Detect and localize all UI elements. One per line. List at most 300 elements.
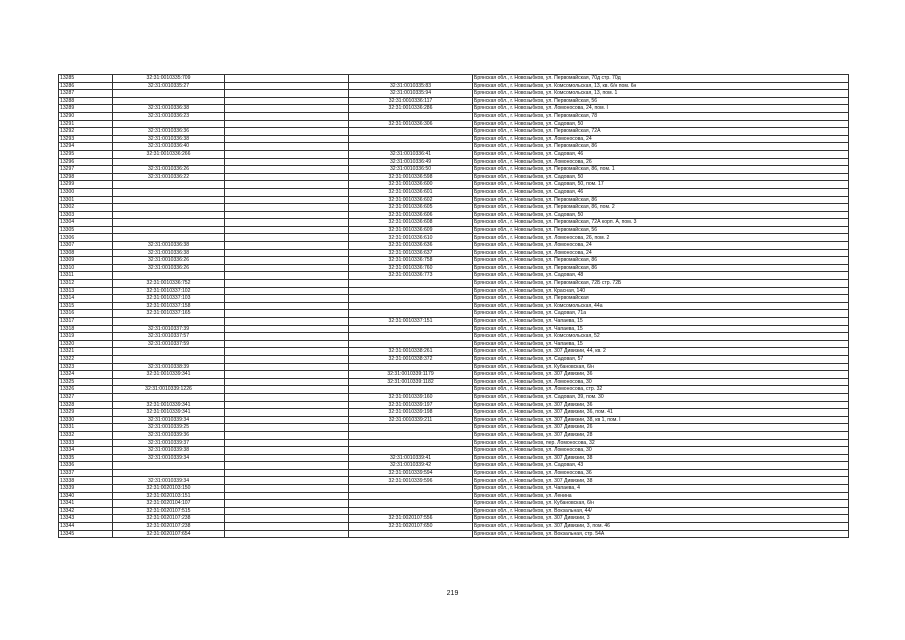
- row-number-cell: 13292: [59, 128, 113, 136]
- object-cadastral-cell: 32:31:0010336:598: [349, 173, 473, 181]
- table-row: [59, 515, 849, 523]
- table-row: [59, 150, 849, 158]
- extra-cadastral-cell: [225, 393, 349, 401]
- extra-cadastral-cell: [225, 173, 349, 181]
- extra-cadastral-cell: [225, 150, 349, 158]
- table-row: [59, 378, 849, 386]
- address-cell: Брянская обл., г. Новозыбков, ул. Красная, 140: [473, 287, 849, 295]
- table-row: [59, 242, 849, 250]
- extra-cadastral-cell: [225, 318, 349, 326]
- parcel-cadastral-cell: [113, 120, 225, 128]
- table-row: [59, 310, 849, 318]
- row-number-cell: 13305: [59, 226, 113, 234]
- object-cadastral-cell: 32:31:0010336:605: [349, 204, 473, 212]
- address-cell: Брянская обл., г. Новозыбков, ул. Первомайская, 56: [473, 97, 849, 105]
- row-number-cell: 13307: [59, 242, 113, 250]
- table-row: [59, 249, 849, 257]
- table-row: [59, 386, 849, 394]
- address-cell: Брянская обл., г. Новозыбков, ул. Ломоносова, 36: [473, 469, 849, 477]
- row-number-cell: 13313: [59, 287, 113, 295]
- parcel-cadastral-cell: 32:31:0010335:27: [113, 82, 225, 90]
- address-cell: Брянская обл., г. Новозыбков, ул. Кубановская, 6/н: [473, 363, 849, 371]
- address-cell: Брянская обл., г. Новозыбков, ул. Первомайская, 70д стр. 70д: [473, 75, 849, 83]
- table-row: [59, 507, 849, 515]
- parcel-cadastral-cell: 32:31:0010337:103: [113, 295, 225, 303]
- table-row: [59, 204, 849, 212]
- object-cadastral-cell: [349, 280, 473, 288]
- object-cadastral-cell: [349, 507, 473, 515]
- parcel-cadastral-cell: 32:31:0020107:515: [113, 507, 225, 515]
- row-number-cell: 13332: [59, 431, 113, 439]
- address-cell: Брянская обл., г. Новозыбков, ул. Ломоносова, 24: [473, 135, 849, 143]
- parcel-cadastral-cell: [113, 378, 225, 386]
- row-number-cell: 13322: [59, 355, 113, 363]
- row-number-cell: 13290: [59, 112, 113, 120]
- row-number-cell: 13297: [59, 166, 113, 174]
- address-cell: Брянская обл., г. Новозыбков, ул. 307 Дивизии, 38, кв 1, пом. I: [473, 416, 849, 424]
- table-row: [59, 325, 849, 333]
- row-number-cell: 13324: [59, 371, 113, 379]
- object-cadastral-cell: 32:31:0010339:1182: [349, 378, 473, 386]
- object-cadastral-cell: 32:31:0010339:41: [349, 454, 473, 462]
- extra-cadastral-cell: [225, 333, 349, 341]
- address-cell: Брянская обл., г. Новозыбков, ул. Кубановская, 6/н: [473, 500, 849, 508]
- parcel-cadastral-cell: 32:31:0010337:158: [113, 302, 225, 310]
- object-cadastral-cell: 32:31:0010339:198: [349, 409, 473, 417]
- parcel-cadastral-cell: 32:31:0010336:23: [113, 112, 225, 120]
- object-cadastral-cell: 32:31:0010339:211: [349, 416, 473, 424]
- object-cadastral-cell: [349, 287, 473, 295]
- extra-cadastral-cell: [225, 439, 349, 447]
- parcel-cadastral-cell: 32:31:0010336:40: [113, 143, 225, 151]
- table-row: [59, 371, 849, 379]
- row-number-cell: 13310: [59, 264, 113, 272]
- parcel-cadastral-cell: 32:31:0020107:654: [113, 530, 225, 538]
- table-row: [59, 173, 849, 181]
- extra-cadastral-cell: [225, 249, 349, 257]
- extra-cadastral-cell: [225, 234, 349, 242]
- extra-cadastral-cell: [225, 264, 349, 272]
- row-number-cell: 13286: [59, 82, 113, 90]
- row-number-cell: 13308: [59, 249, 113, 257]
- address-cell: Брянская обл., г. Новозыбков, ул. 307 Дивизии, 26: [473, 424, 849, 432]
- extra-cadastral-cell: [225, 302, 349, 310]
- parcel-cadastral-cell: 32:31:0010339:25: [113, 424, 225, 432]
- extra-cadastral-cell: [225, 485, 349, 493]
- row-number-cell: 13338: [59, 477, 113, 485]
- extra-cadastral-cell: [225, 515, 349, 523]
- table-row: [59, 333, 849, 341]
- extra-cadastral-cell: [225, 523, 349, 531]
- address-cell: Брянская обл., г. Новозыбков, ул. Чапаева, 15: [473, 318, 849, 326]
- row-number-cell: 13340: [59, 492, 113, 500]
- object-cadastral-cell: 32:31:0010336:636: [349, 242, 473, 250]
- extra-cadastral-cell: [225, 363, 349, 371]
- object-cadastral-cell: [349, 500, 473, 508]
- row-number-cell: 13299: [59, 181, 113, 189]
- address-cell: Брянская обл., г. Новозыбков, ул. Садовая, 50, пом. 17: [473, 181, 849, 189]
- table-row: [59, 158, 849, 166]
- table-row: [59, 135, 849, 143]
- parcel-cadastral-cell: 32:31:0010336:752: [113, 280, 225, 288]
- object-cadastral-cell: [349, 302, 473, 310]
- address-cell: Брянская обл., г. Новозыбков, ул. Ломоносова, 26, пом. 2: [473, 234, 849, 242]
- parcel-cadastral-cell: 32:31:0010336:38: [113, 105, 225, 113]
- table-row: [59, 120, 849, 128]
- address-cell: Брянская обл., г. Новозыбков, ул. Ломоносова, стр. 32: [473, 386, 849, 394]
- row-number-cell: 13335: [59, 454, 113, 462]
- address-cell: Брянская обл., г. Новозыбков, ул. Комсомольская, 44а: [473, 302, 849, 310]
- address-cell: Брянская обл., г. Новозыбков, ул. Первомайская: [473, 295, 849, 303]
- object-cadastral-cell: [349, 386, 473, 394]
- extra-cadastral-cell: [225, 462, 349, 470]
- object-cadastral-cell: [349, 135, 473, 143]
- row-number-cell: 13342: [59, 507, 113, 515]
- parcel-cadastral-cell: 32:31:0010337:59: [113, 340, 225, 348]
- parcel-cadastral-cell: [113, 219, 225, 227]
- object-cadastral-cell: [349, 485, 473, 493]
- address-cell: Брянская обл., г. Новозыбков, ул. Комсомольская, 13, пом. 1: [473, 90, 849, 98]
- parcel-cadastral-cell: 32:31:0010336:26: [113, 257, 225, 265]
- table-row: [59, 90, 849, 98]
- extra-cadastral-cell: [225, 280, 349, 288]
- parcel-cadastral-cell: [113, 469, 225, 477]
- parcel-cadastral-cell: 32:31:0020107:238: [113, 523, 225, 531]
- object-cadastral-cell: [349, 333, 473, 341]
- object-cadastral-cell: 32:31:0010339:197: [349, 401, 473, 409]
- parcel-cadastral-cell: 32:31:0020107:238: [113, 515, 225, 523]
- table-row: [59, 393, 849, 401]
- parcel-cadastral-cell: 32:31:0020104:107: [113, 500, 225, 508]
- address-cell: Брянская обл., г. Новозыбков, ул. Первомайская, 56: [473, 226, 849, 234]
- parcel-cadastral-cell: 32:31:0010339:341: [113, 401, 225, 409]
- table-row: [59, 219, 849, 227]
- row-number-cell: 13287: [59, 90, 113, 98]
- row-number-cell: 13329: [59, 409, 113, 417]
- extra-cadastral-cell: [225, 507, 349, 515]
- table-row: [59, 257, 849, 265]
- address-cell: Брянская обл., г. Новозыбков, ул. Первомайская, 86: [473, 264, 849, 272]
- row-number-cell: 13327: [59, 393, 113, 401]
- object-cadastral-cell: 32:31:0010336:286: [349, 105, 473, 113]
- address-cell: Брянская обл., г. Новозыбков, пер. Ломоносова, 32: [473, 439, 849, 447]
- parcel-cadastral-cell: [113, 348, 225, 356]
- object-cadastral-cell: [349, 340, 473, 348]
- object-cadastral-cell: 32:31:0010339:594: [349, 469, 473, 477]
- table-row: [59, 295, 849, 303]
- table-row: [59, 196, 849, 204]
- parcel-cadastral-cell: [113, 234, 225, 242]
- object-cadastral-cell: [349, 530, 473, 538]
- address-cell: Брянская обл., г. Новозыбков, ул. Ломоносова, 24: [473, 249, 849, 257]
- row-number-cell: 13316: [59, 310, 113, 318]
- object-cadastral-cell: [349, 424, 473, 432]
- row-number-cell: 13344: [59, 523, 113, 531]
- table-row: [59, 431, 849, 439]
- table-row: [59, 226, 849, 234]
- parcel-cadastral-cell: 32:31:0010339:37: [113, 439, 225, 447]
- parcel-cadastral-cell: 32:31:0010339:34: [113, 416, 225, 424]
- extra-cadastral-cell: [225, 424, 349, 432]
- extra-cadastral-cell: [225, 287, 349, 295]
- table-row: [59, 485, 849, 493]
- extra-cadastral-cell: [225, 340, 349, 348]
- table-row: [59, 469, 849, 477]
- table-row: [59, 318, 849, 326]
- object-cadastral-cell: 32:31:0010339:42: [349, 462, 473, 470]
- object-cadastral-cell: [349, 325, 473, 333]
- page-number: 219: [446, 590, 459, 597]
- table-row: [59, 340, 849, 348]
- object-cadastral-cell: 32:31:0010338:372: [349, 355, 473, 363]
- object-cadastral-cell: 32:31:0010336:49: [349, 158, 473, 166]
- parcel-cadastral-cell: 32:31:0010337:39: [113, 325, 225, 333]
- address-cell: Брянская обл., г. Новозыбков, ул. 307 Дивизии, 3, пом. 46: [473, 523, 849, 531]
- address-cell: Брянская обл., г. Новозыбков, ул. Первомайская, 86: [473, 196, 849, 204]
- object-cadastral-cell: 32:31:0010336:610: [349, 234, 473, 242]
- object-cadastral-cell: [349, 143, 473, 151]
- object-cadastral-cell: 32:31:0010336:601: [349, 188, 473, 196]
- extra-cadastral-cell: [225, 143, 349, 151]
- extra-cadastral-cell: [225, 128, 349, 136]
- object-cadastral-cell: 32:31:0010335:94: [349, 90, 473, 98]
- row-number-cell: 13302: [59, 204, 113, 212]
- extra-cadastral-cell: [225, 469, 349, 477]
- parcel-cadastral-cell: 32:31:0020103:151: [113, 492, 225, 500]
- parcel-cadastral-cell: 32:31:0010339:34: [113, 454, 225, 462]
- row-number-cell: 13295: [59, 150, 113, 158]
- address-cell: Брянская обл., г. Новозыбков, ул. 307 Дивизии, 36, пом. 41: [473, 409, 849, 417]
- row-number-cell: 13309: [59, 257, 113, 265]
- object-cadastral-cell: 32:31:0010337:151: [349, 318, 473, 326]
- address-cell: Брянская обл., г. Новозыбков, ул. Ломоносова, 26: [473, 158, 849, 166]
- row-number-cell: 13333: [59, 439, 113, 447]
- object-cadastral-cell: [349, 492, 473, 500]
- row-number-cell: 13285: [59, 75, 113, 83]
- object-cadastral-cell: 32:31:0010336:637: [349, 249, 473, 257]
- extra-cadastral-cell: [225, 188, 349, 196]
- table-row: [59, 181, 849, 189]
- parcel-cadastral-cell: [113, 211, 225, 219]
- table-row: [59, 280, 849, 288]
- object-cadastral-cell: 32:31:0010336:50: [349, 166, 473, 174]
- extra-cadastral-cell: [225, 112, 349, 120]
- row-number-cell: 13328: [59, 401, 113, 409]
- extra-cadastral-cell: [225, 500, 349, 508]
- table-row: [59, 439, 849, 447]
- address-cell: Брянская обл., г. Новозыбков, ул. Садовая, 46: [473, 188, 849, 196]
- table-row: [59, 530, 849, 538]
- object-cadastral-cell: [349, 310, 473, 318]
- row-number-cell: 13298: [59, 173, 113, 181]
- row-number-cell: 13341: [59, 500, 113, 508]
- extra-cadastral-cell: [225, 477, 349, 485]
- row-number-cell: 13315: [59, 302, 113, 310]
- registry-table-body: [59, 75, 849, 538]
- table-row: [59, 112, 849, 120]
- row-number-cell: 13339: [59, 485, 113, 493]
- address-cell: Брянская обл., г. Новозыбков, ул. Первомайская, 78: [473, 112, 849, 120]
- extra-cadastral-cell: [225, 219, 349, 227]
- table-row: [59, 355, 849, 363]
- object-cadastral-cell: [349, 295, 473, 303]
- parcel-cadastral-cell: 32:31:0010337:165: [113, 310, 225, 318]
- table-row: [59, 166, 849, 174]
- object-cadastral-cell: 32:31:0010336:609: [349, 226, 473, 234]
- address-cell: Брянская обл., г. Новозыбков, ул. Садовая, 50: [473, 211, 849, 219]
- table-row: [59, 462, 849, 470]
- row-number-cell: 13301: [59, 196, 113, 204]
- extra-cadastral-cell: [225, 181, 349, 189]
- extra-cadastral-cell: [225, 492, 349, 500]
- object-cadastral-cell: 32:31:0010339:1179: [349, 371, 473, 379]
- row-number-cell: 13311: [59, 272, 113, 280]
- extra-cadastral-cell: [225, 325, 349, 333]
- address-cell: Брянская обл., г. Новозыбков, ул. 307 Дивизии, 28: [473, 431, 849, 439]
- object-cadastral-cell: [349, 128, 473, 136]
- row-number-cell: 13330: [59, 416, 113, 424]
- address-cell: Брянская обл., г. Новозыбков, ул. Ломоносова, 24: [473, 242, 849, 250]
- parcel-cadastral-cell: 32:31:0010339:36: [113, 431, 225, 439]
- table-row: [59, 128, 849, 136]
- table-row: [59, 363, 849, 371]
- table-row: [59, 82, 849, 90]
- parcel-cadastral-cell: [113, 181, 225, 189]
- table-row: [59, 97, 849, 105]
- address-cell: Брянская обл., г. Новозыбков, ул. Первомайская, 72Б стр. 72Б: [473, 280, 849, 288]
- table-row: [59, 302, 849, 310]
- address-cell: Брянская обл., г. Новозыбков, ул. Первомайская, 72А корп. А, пом. 3: [473, 219, 849, 227]
- object-cadastral-cell: 32:31:0010336:773: [349, 272, 473, 280]
- parcel-cadastral-cell: 32:31:0010339:38: [113, 447, 225, 455]
- address-cell: Брянская обл., г. Новозыбков, ул. Садовая, 48: [473, 272, 849, 280]
- table-row: [59, 523, 849, 531]
- address-cell: Брянская обл., г. Новозыбков, ул. 307 Дивизии, 44, кв. 2: [473, 348, 849, 356]
- extra-cadastral-cell: [225, 135, 349, 143]
- row-number-cell: 13323: [59, 363, 113, 371]
- address-cell: Брянская обл., г. Новозыбков, ул. Ломоносова, 30: [473, 378, 849, 386]
- row-number-cell: 13337: [59, 469, 113, 477]
- object-cadastral-cell: 32:31:0010336:608: [349, 219, 473, 227]
- object-cadastral-cell: 32:31:0010336:760: [349, 264, 473, 272]
- row-number-cell: 13303: [59, 211, 113, 219]
- extra-cadastral-cell: [225, 454, 349, 462]
- address-cell: Брянская обл., г. Новозыбков, ул. Чапаева, 15: [473, 325, 849, 333]
- row-number-cell: 13296: [59, 158, 113, 166]
- address-cell: Брянская обл., г. Новозыбков, ул. Ломоносова, 30: [473, 447, 849, 455]
- row-number-cell: 13343: [59, 515, 113, 523]
- object-cadastral-cell: [349, 431, 473, 439]
- extra-cadastral-cell: [225, 530, 349, 538]
- address-cell: Брянская обл., г. Новозыбков, ул. Садовая, 50: [473, 120, 849, 128]
- object-cadastral-cell: [349, 363, 473, 371]
- extra-cadastral-cell: [225, 272, 349, 280]
- parcel-cadastral-cell: 32:31:0010339:1226: [113, 386, 225, 394]
- row-number-cell: 13317: [59, 318, 113, 326]
- address-cell: Брянская обл., г. Новозыбков, ул. Комсомольская, 13, кв. 6/н пом. 6н: [473, 82, 849, 90]
- parcel-cadastral-cell: 32:31:0010339:34: [113, 477, 225, 485]
- row-number-cell: 13331: [59, 424, 113, 432]
- address-cell: Брянская обл., г. Новозыбков, ул. Чапаева, 4: [473, 485, 849, 493]
- table-row: [59, 492, 849, 500]
- row-number-cell: 13288: [59, 97, 113, 105]
- address-cell: Брянская обл., г. Новозыбков, ул. Первомайская, 86, пом. 2: [473, 204, 849, 212]
- extra-cadastral-cell: [225, 242, 349, 250]
- extra-cadastral-cell: [225, 120, 349, 128]
- object-cadastral-cell: 32:31:0010336:41: [349, 150, 473, 158]
- extra-cadastral-cell: [225, 355, 349, 363]
- extra-cadastral-cell: [225, 196, 349, 204]
- object-cadastral-cell: 32:31:0010335:83: [349, 82, 473, 90]
- parcel-cadastral-cell: 32:31:0020103:150: [113, 485, 225, 493]
- address-cell: Брянская обл., г. Новозыбков, ул. 307 Дивизии, 3: [473, 515, 849, 523]
- parcel-cadastral-cell: [113, 355, 225, 363]
- extra-cadastral-cell: [225, 310, 349, 318]
- object-cadastral-cell: 32:31:0010336:602: [349, 196, 473, 204]
- address-cell: Брянская обл., г. Новозыбков, ул. Садовая, 71а: [473, 310, 849, 318]
- address-cell: Брянская обл., г. Новозыбков, ул. Ленина: [473, 492, 849, 500]
- table-row: [59, 143, 849, 151]
- object-cadastral-cell: 32:31:0010336:606: [349, 211, 473, 219]
- table-row: [59, 287, 849, 295]
- row-number-cell: 13304: [59, 219, 113, 227]
- extra-cadastral-cell: [225, 82, 349, 90]
- extra-cadastral-cell: [225, 447, 349, 455]
- object-cadastral-cell: 32:31:0010339:596: [349, 477, 473, 485]
- parcel-cadastral-cell: [113, 272, 225, 280]
- parcel-cadastral-cell: 32:31:0010337:102: [113, 287, 225, 295]
- parcel-cadastral-cell: 32:31:0010338:39: [113, 363, 225, 371]
- address-cell: Брянская обл., г. Новозыбков, ул. Первомайская, 86: [473, 143, 849, 151]
- table-row: [59, 401, 849, 409]
- row-number-cell: 13306: [59, 234, 113, 242]
- table-row: [59, 416, 849, 424]
- parcel-cadastral-cell: 32:31:0010336:38: [113, 249, 225, 257]
- address-cell: Брянская обл., г. Новозыбков, ул. Вокзальная, 44/: [473, 507, 849, 515]
- row-number-cell: 13326: [59, 386, 113, 394]
- row-number-cell: 13318: [59, 325, 113, 333]
- parcel-cadastral-cell: 32:31:0010337:57: [113, 333, 225, 341]
- address-cell: Брянская обл., г. Новозыбков, ул. Садовая, 46: [473, 150, 849, 158]
- object-cadastral-cell: [349, 112, 473, 120]
- row-number-cell: 13325: [59, 378, 113, 386]
- extra-cadastral-cell: [225, 409, 349, 417]
- extra-cadastral-cell: [225, 348, 349, 356]
- extra-cadastral-cell: [225, 295, 349, 303]
- extra-cadastral-cell: [225, 204, 349, 212]
- parcel-cadastral-cell: 32:31:0010339:341: [113, 371, 225, 379]
- address-cell: Брянская обл., г. Новозыбков, ул. 307 Дивизии, 36: [473, 401, 849, 409]
- extra-cadastral-cell: [225, 158, 349, 166]
- table-row: [59, 75, 849, 83]
- table-row: [59, 105, 849, 113]
- parcel-cadastral-cell: 32:31:0010336:38: [113, 242, 225, 250]
- address-cell: Брянская обл., г. Новозыбков, ул. Комсомольская, 52: [473, 333, 849, 341]
- address-cell: Брянская обл., г. Новозыбков, ул. 307 Дивизии, 38: [473, 477, 849, 485]
- row-number-cell: 13291: [59, 120, 113, 128]
- row-number-cell: 13320: [59, 340, 113, 348]
- table-row: [59, 272, 849, 280]
- object-cadastral-cell: 32:31:0010336:117: [349, 97, 473, 105]
- extra-cadastral-cell: [225, 226, 349, 234]
- object-cadastral-cell: 32:31:0010336:600: [349, 181, 473, 189]
- extra-cadastral-cell: [225, 75, 349, 83]
- object-cadastral-cell: 32:31:0010336:306: [349, 120, 473, 128]
- parcel-cadastral-cell: 32:31:0010335:709: [113, 75, 225, 83]
- parcel-cadastral-cell: [113, 226, 225, 234]
- parcel-cadastral-cell: 32:31:0010336:22: [113, 173, 225, 181]
- parcel-cadastral-cell: 32:31:0010336:26: [113, 166, 225, 174]
